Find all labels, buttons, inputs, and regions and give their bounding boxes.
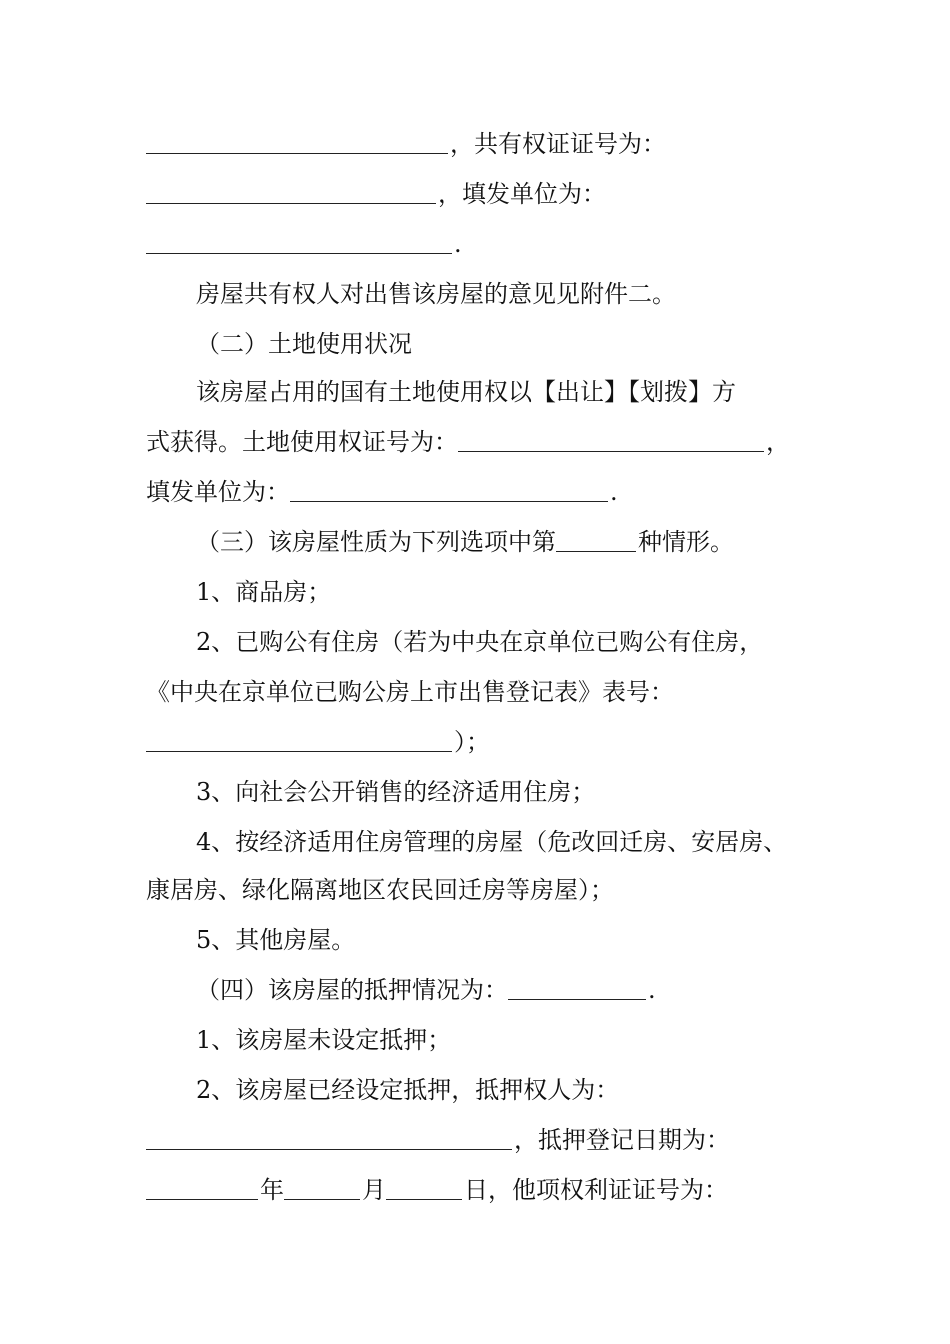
line-issuer: ，填发单位为： xyxy=(146,177,606,211)
fill-blank[interactable] xyxy=(146,1123,512,1150)
fill-blank[interactable] xyxy=(458,425,764,452)
section-heading-property-nature: （三）该房屋性质为下列选项中第 种情形。 xyxy=(196,525,734,559)
fill-blank[interactable] xyxy=(290,475,608,502)
line-co-ownership-cert: ，共有权证证号为： xyxy=(146,127,666,161)
fill-blank[interactable] xyxy=(146,227,452,254)
list-item: 1、该房屋未设定抵押； xyxy=(196,1026,452,1054)
line-form-number: ）； xyxy=(146,725,490,759)
list-item: 2、该房屋已经设定抵押，抵押权人为： xyxy=(196,1076,620,1104)
fill-blank-month[interactable] xyxy=(284,1173,360,1200)
section-heading-land-use: （二）土地使用状况 xyxy=(196,330,412,358)
fill-blank-year[interactable] xyxy=(146,1173,258,1200)
line-registration-date: 年 月 日，他项权利证证号为： xyxy=(146,1173,728,1207)
section-heading-mortgage: （四）该房屋的抵押情况为： . xyxy=(196,973,656,1007)
paragraph-continuation: 康居房、绿化隔离地区农民回迁房等房屋）； xyxy=(146,876,614,904)
line-issuer-blank: . xyxy=(146,227,462,261)
fill-blank[interactable] xyxy=(146,127,448,154)
list-item: 5、其他房屋。 xyxy=(196,926,356,954)
fill-blank[interactable] xyxy=(508,973,646,1000)
line-mortgagee: ，抵押登记日期为： xyxy=(146,1123,730,1157)
fill-blank[interactable] xyxy=(556,525,636,552)
paragraph-continuation: 《中央在京单位已购公房上市出售登记表》表号： xyxy=(146,678,674,706)
list-item: 4、按经济适用住房管理的房屋（危改回迁房、安居房、 xyxy=(196,828,788,856)
fill-blank[interactable] xyxy=(146,177,436,204)
fill-blank-day[interactable] xyxy=(386,1173,462,1200)
paragraph-co-owner-opinion: 房屋共有权人对出售该房屋的意见见附件二。 xyxy=(196,280,676,308)
paragraph-land-use: 该房屋占用的国有土地使用权以【出让】【划拨】方 xyxy=(196,378,736,406)
list-item: 3、向社会公开销售的经济适用住房； xyxy=(196,778,596,806)
list-item: 2、已购公有住房（若为中央在京单位已购公有住房， xyxy=(196,628,764,656)
list-item: 1、商品房； xyxy=(196,578,332,606)
line-land-issuer: 填发单位为： . xyxy=(146,475,618,509)
fill-blank[interactable] xyxy=(146,725,452,752)
line-land-cert: 式获得。土地使用权证号为： ， xyxy=(146,425,790,459)
